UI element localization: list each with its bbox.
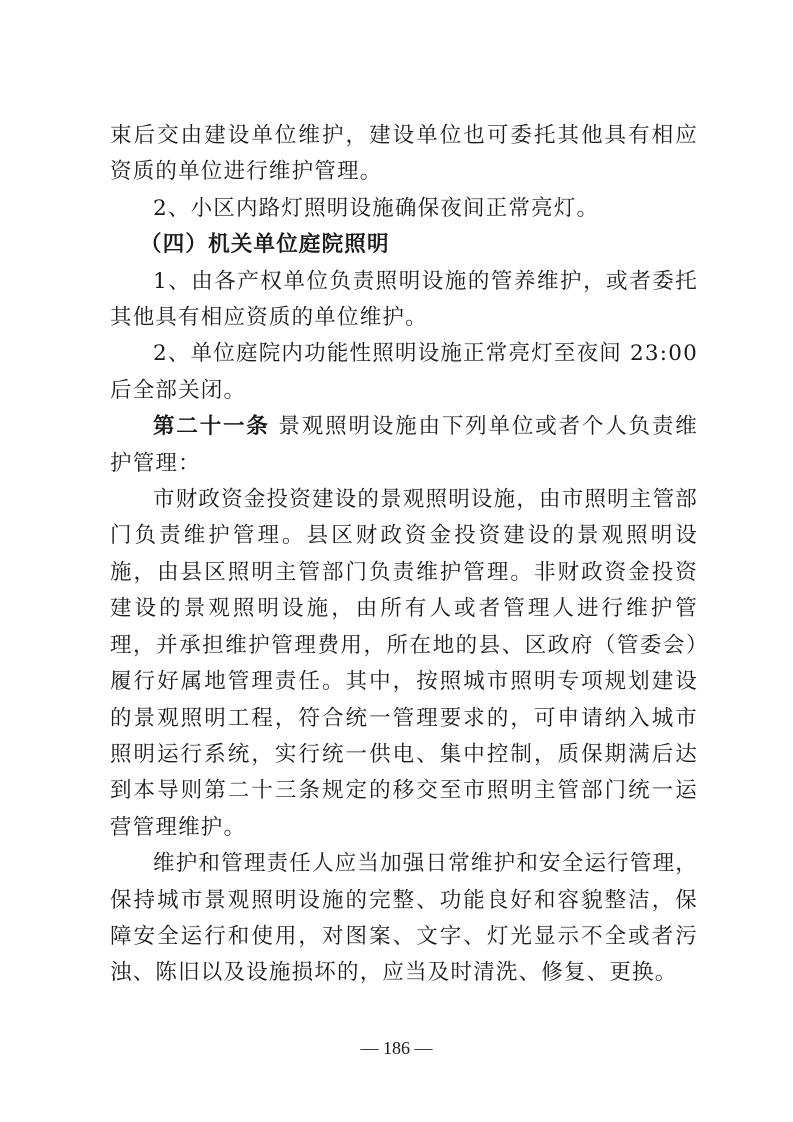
article-21	[110, 409, 698, 482]
paragraph-agency-item-1: 1、由各产权单位负责照明设施的管养维护，或者委托其他具有相应资质的单位维护。	[110, 268, 698, 331]
paragraph-maintenance-responsibility: 维护和管理责任人应当加强日常维护和安全运行管理，保持城市景观照明设施的完整、功能良好和容貌整洁，保障安全运行和使用，对图案、文字、灯光显示不全或者污浊、陈旧以及设施损坏的，应当及时清洗、修复、更换。	[110, 851, 698, 986]
paragraph-continuation: 束后交由建设单位维护，建设单位也可委托其他具有相应资质的单位进行维护管理。	[110, 123, 698, 185]
paragraph-residential-item-2: 2、小区内路灯照明设施确保夜间正常亮灯。	[153, 195, 600, 221]
paragraph-finance-investment: 市财政资金投资建设的景观照明设施，由市照明主管部门负责维护管理。县区财政资金投资建设的景观照明设施，由县区照明主管部门负责维护管理。非财政资金投资建设的景观照明设施，由所有人或者管理人进行维护管理，并承担维护管理费用，所在地的县、区政府（管委会）履行好属地管理责任。其中，按照城市照明专项规划建设的景观照明工程，符合统一管理要求的，可申请纳入城市照明运行系统，实行统一供电、集中控制，质保期满后达到本导则第二十三条规定的移交至市照明主管部门统一运营管理维护。	[110, 487, 698, 840]
section-heading-agency-courtyard-lighting: （四）机关单位庭院照明	[140, 232, 390, 258]
paragraph-agency-item-2: 2、单位庭院内功能性照明设施正常亮灯至夜间 23:00 后全部关闭。	[110, 341, 698, 403]
body-text	[110, 118, 698, 992]
page-number: — 186 —	[360, 1038, 433, 1058]
article-21-text: 景观照明设施由下列单位或者个人负责维护管理：	[110, 414, 698, 476]
article-21-number: 第二十一条	[153, 414, 270, 440]
